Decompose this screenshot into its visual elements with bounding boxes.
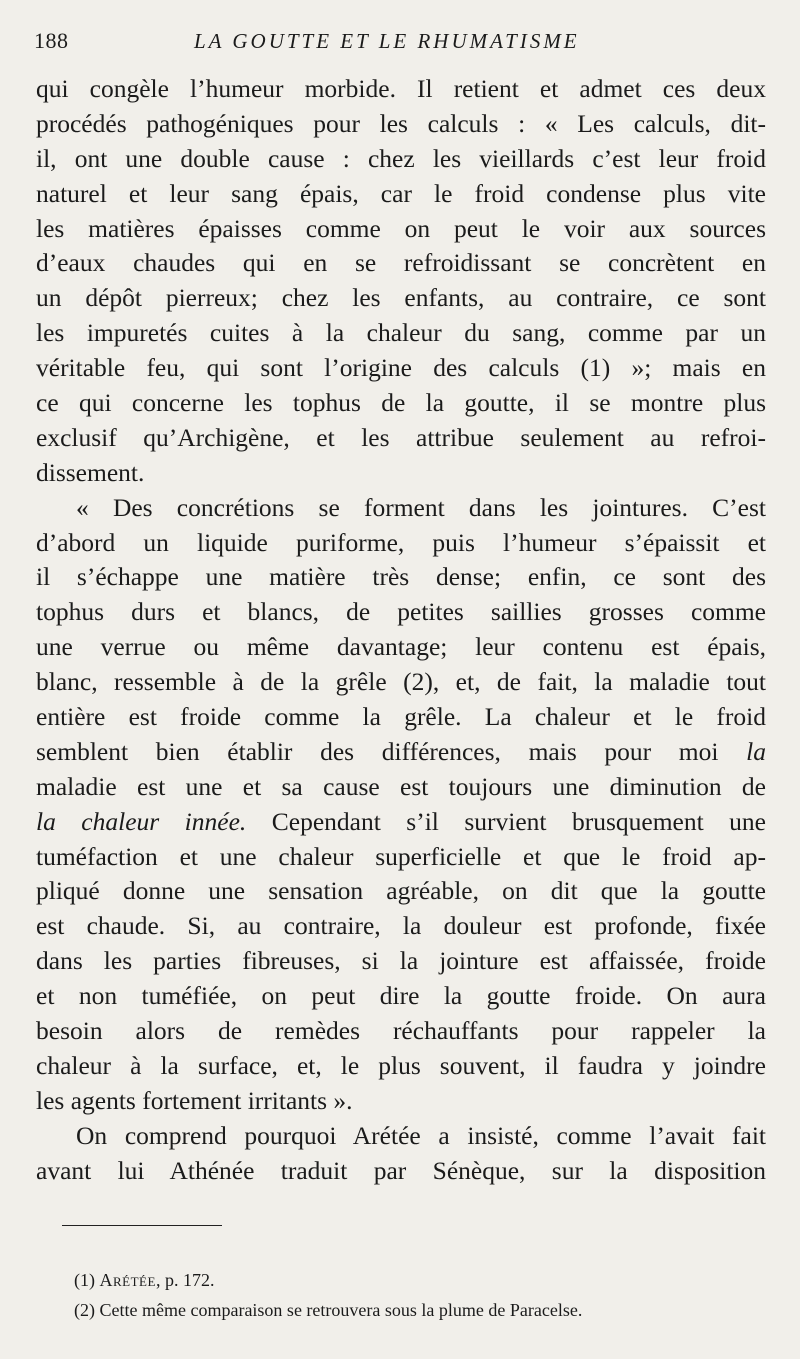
text-line: besoin alors de remèdes réchauffants pour rappeler la (36, 1016, 766, 1046)
text-line: naturel et leur sang épais, car le froid condense plus vite (36, 178, 766, 208)
body-text (36, 72, 766, 1189)
text-line: les matières épaisses comme on peut le voir aux sources (36, 213, 766, 243)
footnote-text: , p. 172. (155, 1270, 215, 1290)
text-line: dissement. (36, 457, 145, 487)
page-header (34, 28, 770, 58)
text-line: il s’échappe une matière très dense; enfin, ce sont des (36, 562, 766, 592)
footnote-1 (74, 1265, 774, 1295)
text-line: et non tuméfiée, on peut dire la goutte froide. On aura (36, 981, 766, 1011)
text-line-italic: maladie est une et sa cause est toujours une diminution de (36, 771, 766, 801)
running-title: LA GOUTTE ET LE RHUMATISME (194, 29, 580, 53)
text-line: entière est froide comme la grêle. La chaleur et le froid (36, 702, 766, 732)
text-line-roman: semblent bien établir des différences, mais pour moi (36, 736, 719, 766)
text-line: « Des concrétions se forment dans les jointures. C’est (76, 492, 766, 522)
text-line (36, 805, 766, 840)
text-line: dans les parties fibreuses, si la jointure est affaissée, froide (36, 946, 766, 976)
text-line: avant lui Athénée traduit par Sénèque, sur la disposition (36, 1155, 766, 1185)
footnote-text: Cette même comparaison se retrouvera sous la plume de Paracelse. (99, 1300, 583, 1320)
text-line: les agents fortement irritants ». (36, 1085, 353, 1115)
text-line: pliqué donne une sensation agréable, on dit que la goutte (36, 876, 766, 906)
text-line: exclusif qu’Archigène, et les attribue seulement au refroi- (36, 422, 766, 452)
text-line-italic: la chaleur innée. (36, 806, 247, 836)
text-line: un dépôt pierreux; chez les enfants, au contraire, ce sont (36, 283, 766, 313)
text-line: procédés pathogéniques pour les calculs : « Les calculs, dit- (36, 108, 766, 138)
text-line: qui congèle l’humeur morbide. Il retient et admet ces deux (36, 74, 766, 103)
footnote-author: Arétée (99, 1270, 156, 1290)
text-line: tophus durs et blancs, de petites saillies grosses comme (36, 597, 766, 627)
text-line: d’abord un liquide puriforme, puis l’humeur s’épaissit et (36, 527, 766, 557)
footnote-marker: (2) (74, 1300, 100, 1320)
text-line: On comprend pourquoi Arétée a insisté, comme l’avait fait (76, 1120, 766, 1150)
text-line: blanc, ressemble à de la grêle (2), et, de fait, la maladie tout (36, 667, 766, 697)
text-line: une verrue ou même davantage; leur contenu est épais, (36, 632, 766, 662)
text-line (36, 735, 766, 770)
text-line-roman: Cependant s’il survient brusquement une (246, 806, 766, 836)
page-number: 188 (34, 28, 69, 53)
footnote-marker: (1) (74, 1270, 100, 1290)
footnotes (74, 1265, 774, 1325)
footnote-rule (62, 1225, 222, 1226)
footnote-2 (74, 1295, 774, 1325)
text-line-italic: la (746, 736, 766, 766)
text-line: tuméfaction et une chaleur superficielle et que le froid ap- (36, 841, 766, 871)
text-line: les impuretés cuites à la chaleur du sang, comme par un (36, 318, 766, 348)
text-line: il, ont une double cause : chez les vieillards c’est leur froid (36, 143, 766, 173)
text-line: ce qui concerne les tophus de la goutte, il se montre plus (36, 388, 766, 418)
text-line: d’eaux chaudes qui en se refroidissant se concrètent en (36, 248, 766, 278)
text-line: est chaude. Si, au contraire, la douleur est profonde, fixée (36, 911, 766, 941)
text-line: véritable feu, qui sont l’origine des calculs (1) »; mais en (36, 353, 766, 383)
text-line: chaleur à la surface, et, le plus souvent, il faudra y joindre (36, 1050, 766, 1080)
